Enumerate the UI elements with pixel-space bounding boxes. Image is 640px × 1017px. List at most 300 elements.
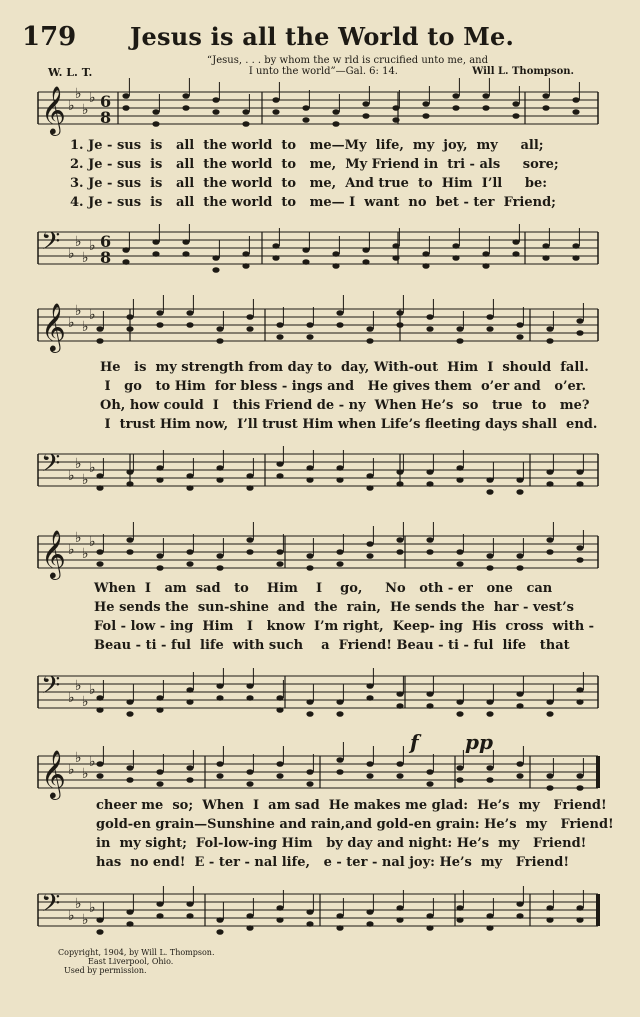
note-head — [242, 263, 249, 269]
note-head — [126, 537, 133, 543]
note-head — [366, 541, 373, 547]
note-head — [96, 707, 103, 713]
note-head — [516, 553, 523, 559]
note-head — [216, 695, 223, 701]
note-head — [516, 761, 523, 767]
lyric-line: Oh, how could I this Friend de - ny When He’s so true to me? — [100, 398, 590, 413]
note-head — [486, 553, 493, 559]
treble-clef-icon: 𝄞 — [41, 749, 66, 798]
note-head — [426, 326, 433, 332]
note-head — [396, 481, 403, 487]
note-head — [422, 251, 429, 257]
note-head — [512, 101, 519, 107]
note-head — [576, 330, 583, 336]
note-head — [246, 549, 253, 555]
note-head — [396, 322, 403, 328]
note-head — [576, 785, 583, 791]
note-head — [156, 565, 163, 571]
note-head — [396, 917, 403, 923]
note-head — [452, 255, 459, 261]
note-head — [216, 553, 223, 559]
note-head — [276, 322, 283, 328]
flat-icon: ♭ — [68, 468, 75, 484]
note-head — [426, 469, 433, 475]
note-head — [186, 561, 193, 567]
note-head — [426, 691, 433, 697]
note-head — [576, 687, 583, 693]
note-head — [272, 255, 279, 261]
note-head — [212, 255, 219, 261]
note-head — [276, 549, 283, 555]
lyrics-block-3 — [94, 579, 614, 655]
note-head — [336, 757, 343, 763]
note-head — [456, 917, 463, 923]
note-head — [126, 326, 133, 332]
note-head — [272, 97, 279, 103]
note-head — [276, 917, 283, 923]
note-head — [246, 913, 253, 919]
note-head — [246, 326, 253, 332]
lyric-line: Fol - low - ing Him I know I’m right, Keep- ing His cross with - — [94, 619, 595, 634]
note-head — [152, 121, 159, 127]
note-head — [336, 465, 343, 471]
note-head — [216, 338, 223, 344]
note-head — [152, 109, 159, 115]
note-head — [572, 97, 579, 103]
note-head — [576, 773, 583, 779]
note-head — [182, 239, 189, 245]
note-head — [542, 255, 549, 261]
note-head — [572, 255, 579, 261]
flat-icon: ♭ — [89, 900, 96, 916]
note-head — [572, 243, 579, 249]
copyright-notice — [58, 948, 215, 975]
note-head — [396, 773, 403, 779]
note-head — [576, 545, 583, 551]
note-head — [246, 781, 253, 787]
note-head — [156, 477, 163, 483]
note-head — [546, 469, 553, 475]
note-head — [186, 473, 193, 479]
note-head — [576, 905, 583, 911]
note-head — [156, 465, 163, 471]
note-head — [216, 683, 223, 689]
note-head — [516, 322, 523, 328]
note-head — [126, 777, 133, 783]
note-head — [516, 334, 523, 340]
note-head — [486, 565, 493, 571]
note-head — [306, 711, 313, 717]
note-head — [186, 485, 193, 491]
note-head — [486, 913, 493, 919]
note-head — [516, 565, 523, 571]
note-head — [212, 109, 219, 115]
note-head — [362, 247, 369, 253]
bass-clef-icon: 𝄢 — [41, 671, 61, 706]
note-head — [336, 310, 343, 316]
note-head — [216, 761, 223, 767]
note-head — [456, 465, 463, 471]
flat-icon: ♭ — [75, 234, 82, 250]
note-head — [422, 263, 429, 269]
copyright-line-2: East Liverpool, Ohio. — [88, 957, 174, 966]
note-head — [306, 565, 313, 571]
note-head — [96, 549, 103, 555]
note-head — [336, 322, 343, 328]
note-head — [546, 917, 553, 923]
note-head — [366, 326, 373, 332]
note-head — [302, 247, 309, 253]
note-head — [396, 537, 403, 543]
note-head — [306, 909, 313, 915]
note-head — [572, 109, 579, 115]
note-head — [486, 326, 493, 332]
note-head — [546, 785, 553, 791]
lyric-line: I trust Him now, I’ll trust Him when Life’s fleeting days shall end. — [100, 417, 598, 432]
bass-clef-icon: 𝄢 — [41, 449, 61, 484]
note-head — [336, 477, 343, 483]
note-head — [302, 105, 309, 111]
treble-staff-1 — [0, 85, 640, 138]
note-head — [186, 310, 193, 316]
note-head — [336, 769, 343, 775]
note-head — [212, 97, 219, 103]
note-head — [242, 121, 249, 127]
treble-clef-icon: 𝄞 — [41, 529, 66, 578]
note-head — [396, 469, 403, 475]
note-head — [272, 243, 279, 249]
note-head — [156, 553, 163, 559]
note-head — [426, 549, 433, 555]
note-head — [366, 485, 373, 491]
note-head — [366, 473, 373, 479]
note-head — [242, 109, 249, 115]
note-head — [246, 537, 253, 543]
note-head — [156, 322, 163, 328]
note-head — [512, 239, 519, 245]
flat-icon: ♭ — [68, 542, 75, 558]
note-head — [362, 259, 369, 265]
note-head — [122, 93, 129, 99]
note-head — [426, 769, 433, 775]
note-head — [426, 781, 433, 787]
note-head — [452, 93, 459, 99]
note-head — [96, 338, 103, 344]
note-head — [96, 473, 103, 479]
note-head — [396, 703, 403, 709]
note-head — [336, 699, 343, 705]
note-head — [486, 314, 493, 320]
note-head — [336, 925, 343, 931]
note-head — [156, 695, 163, 701]
note-head — [276, 561, 283, 567]
lyric-line: He sends the sun-shine and the rain, He sends the har - vest’s — [94, 600, 574, 615]
treble-clef-icon: 𝄞 — [41, 302, 66, 351]
note-head — [486, 699, 493, 705]
flat-icon: ♭ — [82, 694, 89, 710]
note-head — [306, 553, 313, 559]
note-head — [152, 251, 159, 257]
note-head — [546, 699, 553, 705]
bass-staff-3 — [0, 672, 640, 722]
note-head — [456, 711, 463, 717]
note-head — [546, 338, 553, 344]
note-head — [216, 565, 223, 571]
composer-credit: Will L. Thompson. — [472, 66, 574, 77]
lyric-line: 2. Je - sus is all the world to me, My Friend in tri - als sore; — [70, 157, 559, 172]
note-head — [392, 255, 399, 261]
time-signature-top: 6 — [100, 92, 112, 111]
note-head — [482, 105, 489, 111]
flat-icon: ♭ — [68, 690, 75, 706]
note-head — [546, 549, 553, 555]
epigraph — [128, 55, 488, 77]
note-head — [366, 761, 373, 767]
note-head — [546, 481, 553, 487]
note-head — [486, 711, 493, 717]
note-head — [542, 93, 549, 99]
hymn-title: Jesus is all the World to Me. — [130, 22, 515, 51]
treble-staff-4 — [0, 749, 640, 802]
note-head — [96, 561, 103, 567]
note-head — [126, 765, 133, 771]
note-head — [392, 105, 399, 111]
lyric-line: gold-en grain—Sunshine and rain,and gold-en grain: He’s my Friend! — [96, 817, 614, 832]
note-head — [452, 243, 459, 249]
note-head — [182, 105, 189, 111]
note-head — [306, 781, 313, 787]
note-head — [126, 469, 133, 475]
lyric-line: in my sight; Fol-low-ing Him by day and night: He’s my Friend! — [96, 836, 587, 851]
flat-icon: ♭ — [75, 86, 82, 102]
pianissimo-mark: pp — [465, 730, 493, 754]
note-head — [306, 699, 313, 705]
flat-icon: ♭ — [68, 98, 75, 114]
flat-icon: ♭ — [82, 472, 89, 488]
lyric-line: He is my strength from day to day, With-out Him I should fall. — [100, 360, 589, 375]
note-head — [96, 917, 103, 923]
note-head — [576, 469, 583, 475]
note-head — [456, 477, 463, 483]
note-head — [576, 917, 583, 923]
epigraph-line-1: “Jesus, . . . by whom the w rld is crucified unto me, and — [206, 55, 488, 66]
note-head — [276, 905, 283, 911]
note-head — [516, 489, 523, 495]
note-head — [276, 461, 283, 467]
bass-clef-icon: 𝄢 — [41, 889, 61, 924]
note-head — [456, 338, 463, 344]
note-head — [486, 925, 493, 931]
note-head — [576, 557, 583, 563]
note-head — [546, 711, 553, 717]
flat-icon: ♭ — [89, 754, 96, 770]
note-head — [276, 773, 283, 779]
note-head — [366, 921, 373, 927]
note-head — [182, 251, 189, 257]
note-head — [426, 703, 433, 709]
flat-icon: ♭ — [75, 750, 82, 766]
note-head — [186, 913, 193, 919]
flat-icon: ♭ — [68, 315, 75, 331]
note-head — [186, 549, 193, 555]
note-head — [486, 489, 493, 495]
note-head — [336, 561, 343, 567]
note-head — [516, 913, 523, 919]
note-head — [456, 549, 463, 555]
flat-icon: ♭ — [75, 530, 82, 546]
lyrics-block-1 — [70, 136, 590, 212]
note-head — [306, 334, 313, 340]
note-head — [216, 326, 223, 332]
lyric-line: Beau - ti - ful life with such a Friend! Beau - ti - ful life that — [94, 638, 570, 653]
lyrics-block-4 — [96, 796, 616, 872]
note-head — [336, 913, 343, 919]
note-head — [332, 121, 339, 127]
note-head — [306, 477, 313, 483]
note-head — [542, 243, 549, 249]
note-head — [186, 901, 193, 907]
note-head — [426, 537, 433, 543]
lyric-line: has no end! E - ter - nal life, e - ter - nal joy: He’s my Friend! — [96, 855, 570, 870]
flat-icon: ♭ — [89, 460, 96, 476]
note-head — [456, 326, 463, 332]
note-head — [332, 251, 339, 257]
note-head — [186, 322, 193, 328]
note-head — [456, 561, 463, 567]
treble-staff-3 — [0, 529, 640, 582]
note-head — [126, 909, 133, 915]
note-head — [426, 925, 433, 931]
epigraph-line-2: I unto the world”—Gal. 6: 14. — [248, 66, 398, 77]
lyric-line: 4. Je - sus is all the world to me— I want no bet - ter Friend; — [70, 195, 556, 210]
note-head — [96, 773, 103, 779]
bass-clef-icon: 𝄢 — [41, 227, 61, 262]
note-head — [576, 699, 583, 705]
note-head — [426, 913, 433, 919]
note-head — [186, 765, 193, 771]
note-head — [276, 334, 283, 340]
note-head — [366, 338, 373, 344]
note-head — [216, 929, 223, 935]
note-head — [306, 769, 313, 775]
note-head — [546, 326, 553, 332]
forte-mark: f — [410, 730, 419, 754]
note-head — [302, 259, 309, 265]
copyright-line-3: Used by permission. — [64, 966, 147, 975]
flat-icon: ♭ — [89, 307, 96, 323]
note-head — [426, 481, 433, 487]
note-head — [456, 765, 463, 771]
note-head — [542, 105, 549, 111]
note-head — [546, 537, 553, 543]
note-head — [486, 777, 493, 783]
note-head — [362, 101, 369, 107]
lyric-line: cheer me so; When I am sad He makes me glad: He’s my Friend! — [96, 798, 607, 813]
note-head — [362, 113, 369, 119]
flat-icon: ♭ — [75, 896, 82, 912]
note-head — [422, 101, 429, 107]
note-head — [452, 105, 459, 111]
note-head — [96, 695, 103, 701]
note-head — [156, 781, 163, 787]
note-head — [156, 901, 163, 907]
note-head — [246, 769, 253, 775]
flat-icon: ♭ — [68, 762, 75, 778]
note-head — [96, 485, 103, 491]
note-head — [152, 239, 159, 245]
note-head — [302, 117, 309, 123]
note-head — [366, 695, 373, 701]
note-head — [576, 318, 583, 324]
time-signature-bottom: 8 — [100, 108, 112, 127]
note-head — [276, 707, 283, 713]
note-head — [456, 699, 463, 705]
note-head — [482, 263, 489, 269]
note-head — [156, 769, 163, 775]
note-head — [126, 549, 133, 555]
note-head — [186, 687, 193, 693]
note-head — [276, 761, 283, 767]
flat-icon: ♭ — [82, 766, 89, 782]
lyric-line: 1. Je - sus is all the world to me—My life, my joy, my all; — [70, 138, 544, 153]
note-head — [122, 247, 129, 253]
note-head — [516, 773, 523, 779]
note-head — [392, 117, 399, 123]
flat-icon: ♭ — [82, 102, 89, 118]
note-head — [126, 711, 133, 717]
note-head — [216, 917, 223, 923]
note-head — [366, 909, 373, 915]
bass-staff-4 — [0, 890, 640, 940]
note-head — [366, 683, 373, 689]
flat-icon: ♭ — [89, 534, 96, 550]
note-head — [182, 93, 189, 99]
note-head — [246, 473, 253, 479]
flat-icon: ♭ — [82, 319, 89, 335]
note-head — [396, 691, 403, 697]
flat-icon: ♭ — [75, 678, 82, 694]
time-signature-bottom: 8 — [100, 248, 112, 267]
note-head — [396, 549, 403, 555]
note-head — [336, 549, 343, 555]
note-head — [216, 773, 223, 779]
time-signature-top: 6 — [100, 232, 112, 251]
bass-staff-1 — [0, 228, 640, 278]
note-head — [456, 777, 463, 783]
note-head — [366, 553, 373, 559]
note-head — [426, 314, 433, 320]
note-head — [482, 93, 489, 99]
lyrics-block-2 — [100, 358, 620, 434]
note-head — [516, 703, 523, 709]
flat-icon: ♭ — [82, 250, 89, 266]
note-head — [122, 105, 129, 111]
note-head — [186, 699, 193, 705]
flat-icon: ♭ — [75, 456, 82, 472]
note-head — [482, 251, 489, 257]
note-head — [456, 905, 463, 911]
note-head — [332, 263, 339, 269]
note-head — [156, 707, 163, 713]
note-head — [246, 925, 253, 931]
note-head — [396, 761, 403, 767]
note-head — [306, 921, 313, 927]
note-head — [306, 465, 313, 471]
flat-icon: ♭ — [68, 908, 75, 924]
flat-icon: ♭ — [75, 303, 82, 319]
note-head — [332, 109, 339, 115]
note-head — [246, 314, 253, 320]
